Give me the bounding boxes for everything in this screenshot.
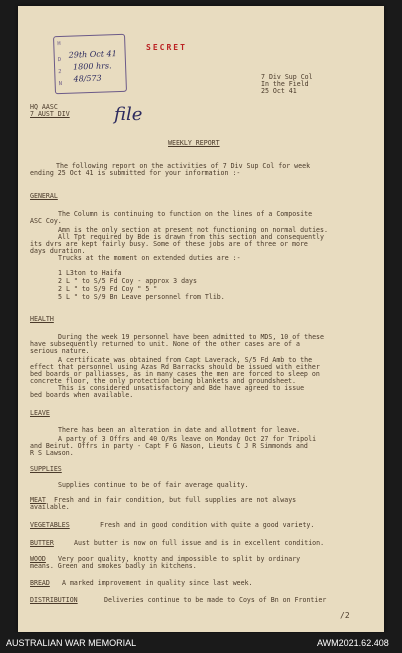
- secret-marking: SECRET: [146, 43, 187, 52]
- leave-line: and Beirut. Offrs in party - Capt F G Nason, Lieuts C J R Simmonds and: [30, 442, 308, 450]
- truck-line: 2 L " to S/5 Fd Coy - approx 3 days: [58, 277, 197, 285]
- section-heading-leave: LEAVE: [30, 409, 50, 417]
- health-line: During the week 19 personnel have been admitted to MDS, 10 of these: [58, 333, 324, 341]
- general-line: its dvrs are kept fairly busy. Some of these jobs are of three or more: [30, 240, 308, 248]
- item-label-wood: WOOD: [30, 555, 46, 563]
- truck-line: 5 L " to S/9 Bn Leave personnel from Tlib.: [58, 293, 225, 301]
- health-line: bed boards or palliasses, as in many cases the men are forced to sleep on: [30, 370, 320, 378]
- archive-source: AUSTRALIAN WAR MEMORIAL: [6, 638, 137, 648]
- document-page: [18, 6, 384, 632]
- health-line: A certificate was obtained from Capt Laverack, S/5 Fd Amb to the: [58, 356, 313, 364]
- general-line: Trucks at the moment on extended duties are :-: [58, 254, 241, 262]
- stamp-handwritten-time: 1800 hrs.: [72, 61, 112, 72]
- stamp-handwritten-date: 29th Oct 41: [68, 49, 117, 60]
- received-stamp: [53, 34, 127, 94]
- leave-line: There has been an alteration in date and allotment for leave.: [58, 426, 301, 434]
- general-line: ASC Coy.: [30, 217, 62, 225]
- item-text-wood: means. Green and smokes badly in kitchens.: [30, 562, 197, 570]
- archive-id: AWM2021.62.408: [317, 638, 389, 648]
- item-label-meat: MEAT: [30, 496, 46, 504]
- health-line: bed boards when available.: [30, 391, 134, 399]
- health-line: effect that personnel using Azas Rd Barracks should be issued with either: [30, 363, 320, 371]
- leave-line: R S Lawson.: [30, 449, 74, 457]
- item-label-distribution: DISTRIBUTION: [30, 596, 78, 604]
- item-text-bread: A marked improvement in quality since last week.: [62, 579, 253, 587]
- from-unit: 7 Div Sup Col: [261, 73, 313, 81]
- item-text-distribution: Deliveries continue to be made to Coys of Bn on Frontier: [104, 596, 327, 604]
- leave-line: A party of 3 Offrs and 40 O/Rs leave on Monday Oct 27 for Tripoli: [58, 435, 317, 443]
- health-line: concrete floor, the only protection being blankets and groundsheet.: [30, 377, 296, 385]
- general-line: days duration.: [30, 247, 86, 255]
- health-line: serious nature.: [30, 347, 90, 355]
- item-label-vegetables: VEGETABLES: [30, 521, 70, 529]
- stamp-line: H: [57, 41, 61, 48]
- section-heading-supplies: SUPPLIES: [30, 465, 62, 473]
- intro-line: ending 25 Oct 41 is submitted for your information :-: [30, 169, 241, 177]
- intro-line: The following report on the activities of 7 Div Sup Col for week: [56, 162, 311, 170]
- page-number: /2: [340, 611, 350, 620]
- truck-line: 2 L " to S/9 Fd Coy " 5 ": [58, 285, 158, 293]
- stamp-handwritten-ref: 48/573: [73, 73, 102, 84]
- general-line: Amn is the only section at present not functioning on normal duties.: [58, 226, 328, 234]
- item-text-meat: available.: [30, 503, 70, 511]
- item-label-bread: BREAD: [30, 579, 50, 587]
- handwritten-initials: file: [114, 104, 143, 125]
- health-line: This is considered unsatisfactory and Bde have agreed to issue: [58, 384, 305, 392]
- item-text-butter: Aust butter is now on full issue and is in excellent condition.: [74, 539, 325, 547]
- item-text-vegetables: Fresh and in good condition with quite a good variety.: [100, 521, 315, 529]
- archive-footer: [0, 633, 402, 653]
- section-heading-health: HEALTH: [30, 315, 54, 323]
- from-location: In the Field: [261, 80, 309, 88]
- supplies-line: Supplies continue to be of fair average quality.: [58, 481, 249, 489]
- stamp-line: N: [58, 80, 63, 88]
- item-label-butter: BUTTER: [30, 539, 54, 547]
- stamp-line: D: [57, 57, 62, 64]
- report-title: WEEKLY REPORT: [168, 139, 220, 147]
- stamp-line: 2: [58, 68, 62, 76]
- from-date: 25 Oct 41: [261, 87, 297, 95]
- to-line: HQ AASC: [30, 103, 58, 111]
- truck-line: 1 L3ton to Haifa: [58, 269, 122, 277]
- to-line: 7 AUST DIV: [30, 110, 70, 118]
- health-line: have subsequently returned to unit. None of the other cases are of a: [30, 340, 300, 348]
- general-line: The Column is continuing to function on the lines of a Composite: [58, 210, 313, 218]
- general-line: All Tpt required by Bde is drawn from this section and consequently: [58, 233, 324, 241]
- item-text-meat: Fresh and in fair condition, but full supplies are not always: [54, 496, 297, 504]
- section-heading-general: GENERAL: [30, 192, 58, 200]
- item-text-wood: Very poor quality, knotty and impossible to split by ordinary: [58, 555, 301, 563]
